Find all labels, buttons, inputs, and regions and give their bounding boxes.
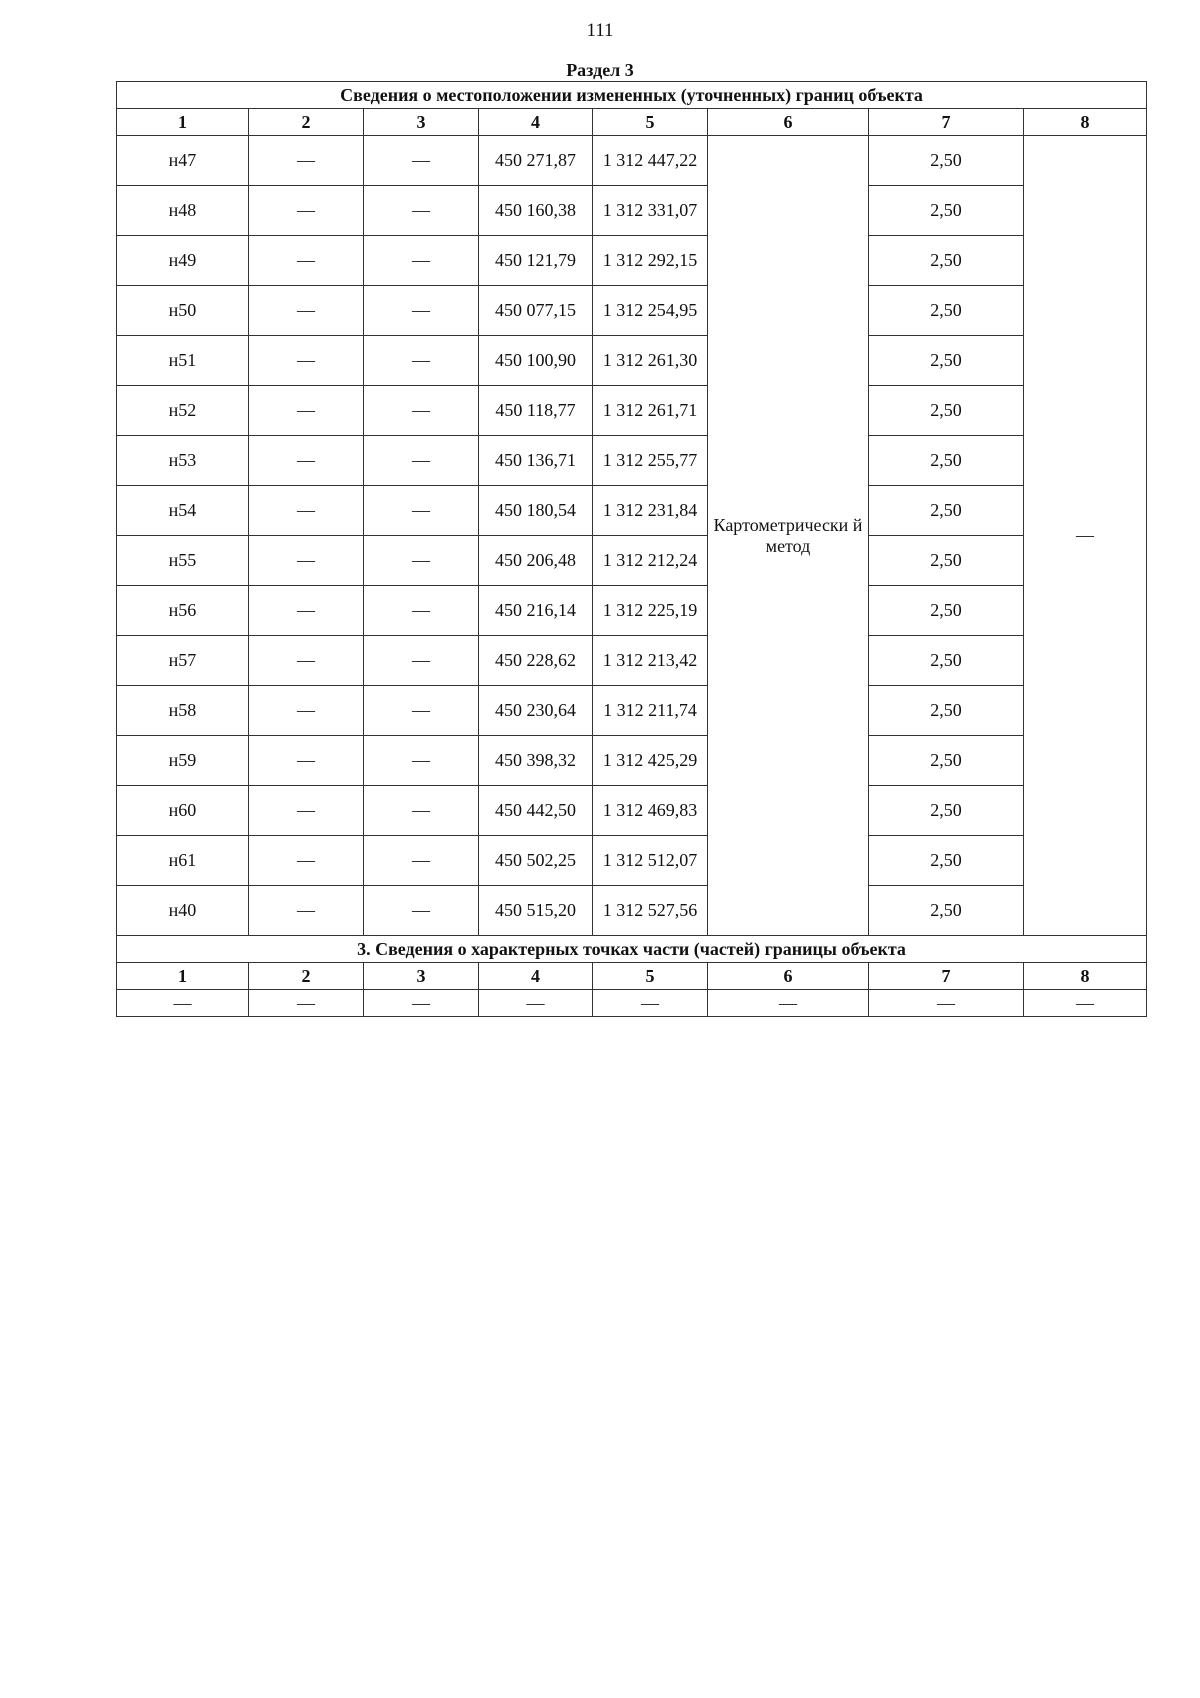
point-name-cell: н47: [117, 136, 249, 186]
y-coordinate-cell: 1 312 469,83: [593, 786, 708, 836]
point-name-cell: н59: [117, 736, 249, 786]
y-coordinate-cell: 1 312 425,29: [593, 736, 708, 786]
table-row: [117, 586, 1147, 636]
table-row: [117, 336, 1147, 386]
x-coordinate-cell: 450 228,62: [479, 636, 593, 686]
point-name-cell: н52: [117, 386, 249, 436]
col3-cell: —: [364, 886, 479, 936]
x-coordinate-cell: 450 216,14: [479, 586, 593, 636]
subsection-value-cell: —: [708, 990, 869, 1017]
page-number: 111: [586, 20, 614, 41]
table-row: [117, 286, 1147, 336]
accuracy-cell: 2,50: [869, 336, 1024, 386]
column-number: 6: [708, 109, 869, 136]
col2-cell: —: [249, 186, 364, 236]
subsection-value-cell: —: [249, 990, 364, 1017]
subsection-column-number-row: [117, 963, 1147, 990]
y-coordinate-cell: 1 312 225,19: [593, 586, 708, 636]
point-name-cell: н60: [117, 786, 249, 836]
col2-cell: —: [249, 586, 364, 636]
column-number: 7: [869, 109, 1024, 136]
col2-cell: —: [249, 136, 364, 186]
section-title: Раздел 3: [566, 60, 634, 80]
column-number: 8: [1024, 963, 1147, 990]
x-coordinate-cell: 450 230,64: [479, 686, 593, 736]
col3-cell: —: [364, 336, 479, 386]
y-coordinate-cell: 1 312 255,77: [593, 436, 708, 486]
accuracy-cell: 2,50: [869, 536, 1024, 586]
table-row: [117, 886, 1147, 936]
accuracy-cell: 2,50: [869, 586, 1024, 636]
subsection-value-cell: —: [593, 990, 708, 1017]
subsection-value-cell: —: [364, 990, 479, 1017]
y-coordinate-cell: 1 312 213,42: [593, 636, 708, 686]
table-row: [117, 136, 1147, 186]
accuracy-cell: 2,50: [869, 486, 1024, 536]
table-row: [117, 236, 1147, 286]
col2-cell: —: [249, 636, 364, 686]
table-row: [117, 736, 1147, 786]
subsection-value-cell: —: [1024, 990, 1147, 1017]
col3-cell: —: [364, 586, 479, 636]
subsection-title: 3. Сведения о характерных точках части (частей) границы объекта: [117, 936, 1147, 963]
column-number: 3: [364, 109, 479, 136]
accuracy-cell: 2,50: [869, 136, 1024, 186]
x-coordinate-cell: 450 502,25: [479, 836, 593, 886]
accuracy-cell: 2,50: [869, 686, 1024, 736]
y-coordinate-cell: 1 312 292,15: [593, 236, 708, 286]
col3-cell: —: [364, 286, 479, 336]
col2-cell: —: [249, 336, 364, 386]
y-coordinate-cell: 1 312 527,56: [593, 886, 708, 936]
point-name-cell: н48: [117, 186, 249, 236]
accuracy-cell: 2,50: [869, 186, 1024, 236]
x-coordinate-cell: 450 180,54: [479, 486, 593, 536]
column-number: 1: [117, 109, 249, 136]
subsection-value-cell: —: [117, 990, 249, 1017]
table-body: [117, 82, 1147, 1017]
column-number: 1: [117, 963, 249, 990]
point-name-cell: н56: [117, 586, 249, 636]
accuracy-cell: 2,50: [869, 236, 1024, 286]
column-number-row: [117, 109, 1147, 136]
col3-cell: —: [364, 386, 479, 436]
col2-cell: —: [249, 486, 364, 536]
y-coordinate-cell: 1 312 512,07: [593, 836, 708, 886]
accuracy-cell: 2,50: [869, 636, 1024, 686]
x-coordinate-cell: 450 442,50: [479, 786, 593, 836]
col3-cell: —: [364, 536, 479, 586]
x-coordinate-cell: 450 160,38: [479, 186, 593, 236]
col8-cell: —: [1024, 136, 1147, 936]
column-number: 6: [708, 963, 869, 990]
y-coordinate-cell: 1 312 447,22: [593, 136, 708, 186]
point-name-cell: н40: [117, 886, 249, 936]
x-coordinate-cell: 450 206,48: [479, 536, 593, 586]
table-title: Сведения о местоположении измененных (уточненных) границ объекта: [117, 82, 1147, 109]
subsection-value-row: [117, 990, 1147, 1017]
col2-cell: —: [249, 686, 364, 736]
col3-cell: —: [364, 236, 479, 286]
col2-cell: —: [249, 886, 364, 936]
y-coordinate-cell: 1 312 261,71: [593, 386, 708, 436]
column-number: 4: [479, 963, 593, 990]
x-coordinate-cell: 450 118,77: [479, 386, 593, 436]
column-number: 2: [249, 963, 364, 990]
col3-cell: —: [364, 136, 479, 186]
point-name-cell: н55: [117, 536, 249, 586]
column-number: 8: [1024, 109, 1147, 136]
col3-cell: —: [364, 686, 479, 736]
point-name-cell: н49: [117, 236, 249, 286]
subsection-value-cell: —: [869, 990, 1024, 1017]
col2-cell: —: [249, 536, 364, 586]
table-row: [117, 636, 1147, 686]
y-coordinate-cell: 1 312 212,24: [593, 536, 708, 586]
column-number: 2: [249, 109, 364, 136]
col3-cell: —: [364, 786, 479, 836]
accuracy-cell: 2,50: [869, 386, 1024, 436]
subsection-value-cell: —: [479, 990, 593, 1017]
table-row: [117, 536, 1147, 586]
accuracy-cell: 2,50: [869, 736, 1024, 786]
column-number: 3: [364, 963, 479, 990]
table-row: [117, 386, 1147, 436]
column-number: 4: [479, 109, 593, 136]
table-row: [117, 836, 1147, 886]
col3-cell: —: [364, 736, 479, 786]
subsection-title-row: [117, 936, 1147, 963]
column-number: 7: [869, 963, 1024, 990]
col2-cell: —: [249, 286, 364, 336]
point-name-cell: н50: [117, 286, 249, 336]
x-coordinate-cell: 450 515,20: [479, 886, 593, 936]
col3-cell: —: [364, 436, 479, 486]
table-row: [117, 786, 1147, 836]
accuracy-cell: 2,50: [869, 836, 1024, 886]
method-cell: Картометрически й метод: [708, 136, 869, 936]
point-name-cell: н57: [117, 636, 249, 686]
y-coordinate-cell: 1 312 331,07: [593, 186, 708, 236]
table-title-row: [117, 82, 1147, 109]
table-row: [117, 186, 1147, 236]
table-row: [117, 686, 1147, 736]
boundary-table: [116, 81, 1147, 1017]
y-coordinate-cell: 1 312 231,84: [593, 486, 708, 536]
col2-cell: —: [249, 436, 364, 486]
y-coordinate-cell: 1 312 254,95: [593, 286, 708, 336]
x-coordinate-cell: 450 136,71: [479, 436, 593, 486]
x-coordinate-cell: 450 271,87: [479, 136, 593, 186]
col3-cell: —: [364, 836, 479, 886]
column-number: 5: [593, 109, 708, 136]
y-coordinate-cell: 1 312 211,74: [593, 686, 708, 736]
point-name-cell: н53: [117, 436, 249, 486]
x-coordinate-cell: 450 398,32: [479, 736, 593, 786]
col3-cell: —: [364, 486, 479, 536]
x-coordinate-cell: 450 077,15: [479, 286, 593, 336]
col3-cell: —: [364, 636, 479, 686]
x-coordinate-cell: 450 121,79: [479, 236, 593, 286]
point-name-cell: н51: [117, 336, 249, 386]
col2-cell: —: [249, 786, 364, 836]
table-row: [117, 486, 1147, 536]
col2-cell: —: [249, 736, 364, 786]
point-name-cell: н58: [117, 686, 249, 736]
col3-cell: —: [364, 186, 479, 236]
accuracy-cell: 2,50: [869, 436, 1024, 486]
y-coordinate-cell: 1 312 261,30: [593, 336, 708, 386]
col2-cell: —: [249, 386, 364, 436]
col2-cell: —: [249, 236, 364, 286]
accuracy-cell: 2,50: [869, 786, 1024, 836]
col2-cell: —: [249, 836, 364, 886]
point-name-cell: н54: [117, 486, 249, 536]
accuracy-cell: 2,50: [869, 286, 1024, 336]
accuracy-cell: 2,50: [869, 886, 1024, 936]
x-coordinate-cell: 450 100,90: [479, 336, 593, 386]
point-name-cell: н61: [117, 836, 249, 886]
table-row: [117, 436, 1147, 486]
column-number: 5: [593, 963, 708, 990]
